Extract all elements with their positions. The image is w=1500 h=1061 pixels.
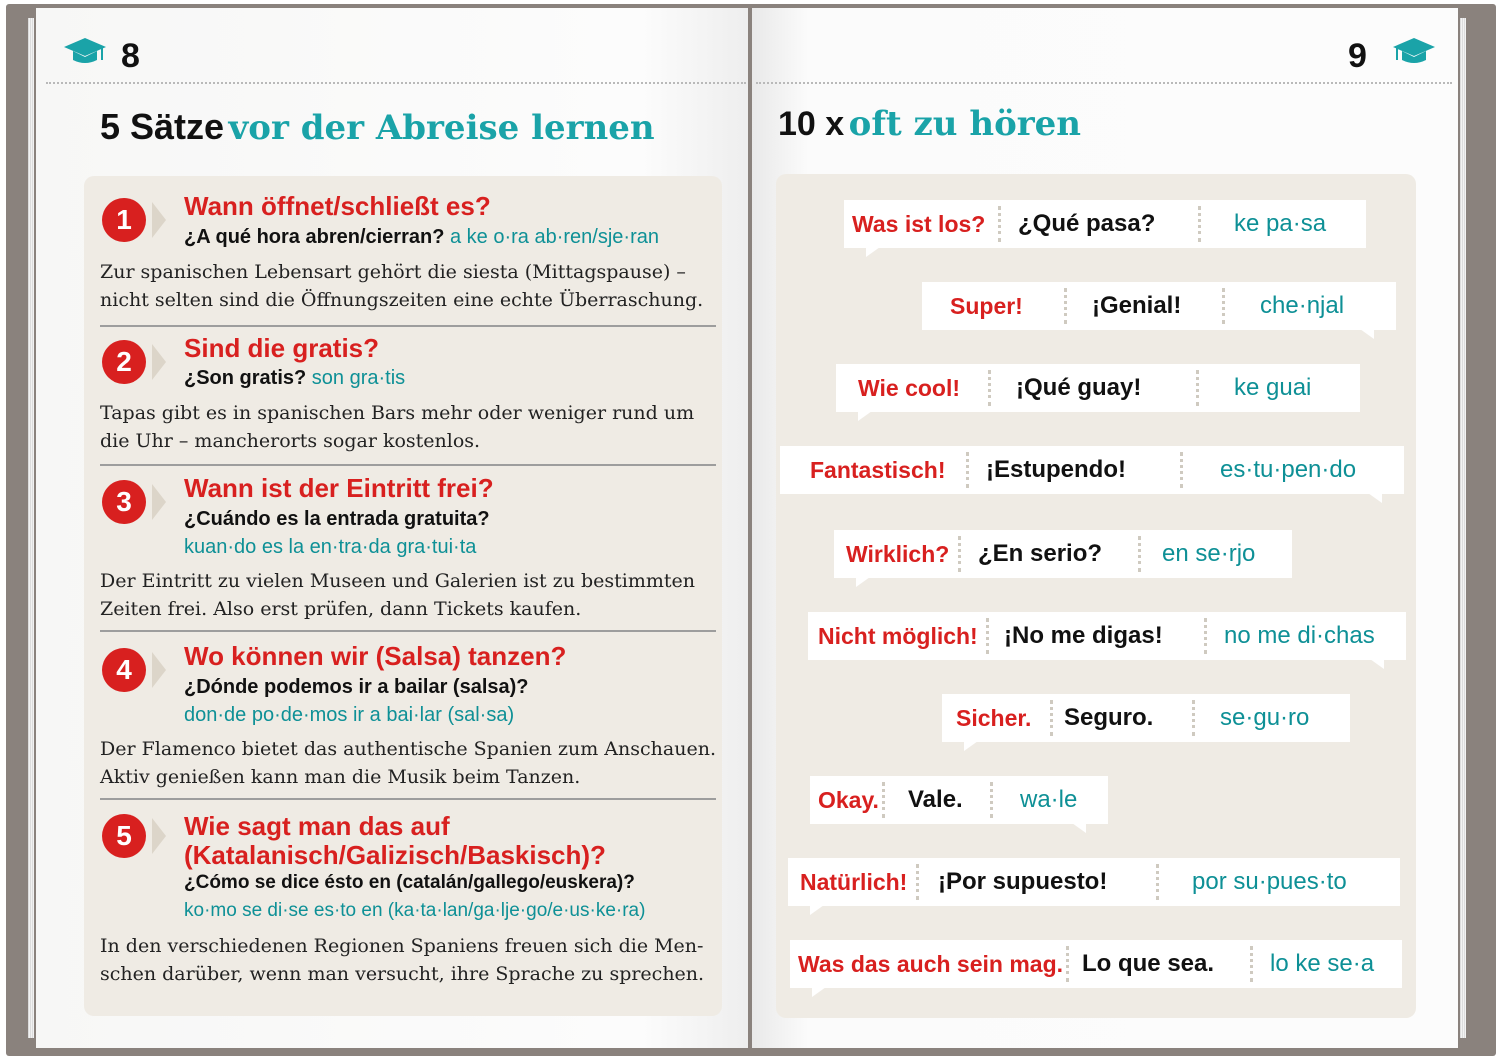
- phrase-pronunciation: no me di·chas: [1224, 622, 1375, 649]
- divider: [1156, 864, 1159, 900]
- description: [100, 258, 716, 314]
- divider: [990, 782, 993, 818]
- phrase-spanish: ¿Qué pasa?: [1018, 210, 1156, 237]
- question-german: Wie sagt man das auf (Katalanisch/Galizisch/Baskisch)?: [184, 811, 606, 870]
- divider: [1222, 288, 1225, 324]
- page-number-left: 8: [121, 37, 140, 75]
- page-title-left: [100, 106, 655, 148]
- phrase-spanish: ¿En serio?: [978, 540, 1103, 567]
- phrase-spanish: ¡Estupendo!: [986, 456, 1126, 483]
- divider: [1050, 700, 1053, 736]
- title-bold: 5 Sätze: [100, 106, 225, 147]
- description: [100, 735, 716, 791]
- description-line: Zur spanischen Lebensart gehört die siesta (Mittagspause) –: [100, 261, 686, 283]
- divider: [100, 464, 716, 466]
- tip-item: [100, 640, 716, 805]
- page-number-right: 9: [1348, 37, 1367, 75]
- phrase-german: Was ist los?: [852, 211, 986, 237]
- graduation-cap-icon: [1391, 36, 1437, 66]
- description-line: Aktiv genießen kann man die Musik beim Tanzen.: [100, 766, 581, 788]
- phrase-spanish: Seguro.: [1064, 704, 1154, 731]
- spanish-line: [184, 226, 659, 249]
- arrow-icon: [152, 344, 166, 380]
- pronunciation: son gra·tis: [311, 367, 406, 389]
- page-edge: [1460, 18, 1466, 1038]
- question-german: Wann ist der Eintritt frei?: [184, 473, 494, 503]
- tip-item: [100, 810, 716, 1000]
- divider: [1192, 700, 1195, 736]
- arrow-icon: [152, 818, 166, 854]
- divider: [1196, 370, 1199, 406]
- arrow-icon: [152, 652, 166, 688]
- phrase-pronunciation: ke guai: [1234, 374, 1312, 401]
- phrase-german: Fantastisch!: [810, 457, 946, 483]
- phrase-german: Natürlich!: [800, 869, 908, 895]
- description-line: In den verschiedenen Regionen Spaniens freuen sich die Men-: [100, 935, 704, 957]
- divider: [1180, 452, 1183, 488]
- phrase-spanish: Lo que sea.: [1082, 950, 1215, 977]
- question-german: Wo können wir (Salsa) tanzen?: [184, 641, 567, 671]
- number-badge: 3: [102, 480, 146, 524]
- divider: [882, 782, 885, 818]
- tip-item: [100, 472, 716, 637]
- divider: [1138, 536, 1141, 572]
- phrase-pronunciation: es·tu·pen·do: [1220, 456, 1357, 483]
- description-line: die Uhr – mancherorts sogar kostenlos.: [100, 430, 481, 452]
- description: [100, 399, 716, 455]
- divider: [100, 630, 716, 632]
- title-accent: oft zu hören: [848, 104, 1082, 144]
- divider: [916, 864, 919, 900]
- graduation-cap-icon: [62, 36, 108, 66]
- title-bold: 10 x: [778, 105, 845, 143]
- question-spanish: ¿Son gratis?: [184, 367, 307, 389]
- phrase-bubble: [942, 694, 1350, 742]
- arrow-icon: [152, 202, 166, 238]
- tip-item: [100, 190, 716, 330]
- question-spanish: ¿A qué hora abren/cierran?: [184, 226, 445, 248]
- divider: [998, 206, 1001, 242]
- phrase-spanish: ¡No me digas!: [1004, 622, 1163, 649]
- tip-item: [100, 332, 716, 472]
- phrase-bubble: [922, 282, 1396, 330]
- number-badge: 4: [102, 648, 146, 692]
- divider: [100, 325, 716, 327]
- number-badge: 1: [102, 198, 146, 242]
- phrase-bubble: [836, 364, 1360, 412]
- description: [100, 567, 716, 623]
- phrase-german: Wie cool!: [858, 375, 961, 401]
- divider: [1064, 288, 1067, 324]
- phrase-german: Super!: [950, 293, 1023, 319]
- phrase-bubble: [810, 776, 1108, 824]
- number-badge: 2: [102, 340, 146, 384]
- phrase-bubble: [780, 446, 1404, 494]
- phrase-pronunciation: ke pa·sa: [1234, 210, 1327, 237]
- divider: [1066, 946, 1069, 982]
- description-line: Der Flamenco bietet das authentische Spanien zum Anschauen.: [100, 738, 716, 760]
- pronunciation: kuan·do es la en·tra·da gra·tui·ta: [184, 536, 477, 558]
- arrow-icon: [152, 484, 166, 520]
- phrase-pronunciation: por su·pues·to: [1192, 868, 1347, 895]
- number-badge: 5: [102, 814, 146, 858]
- phrase-spanish: Vale.: [908, 786, 963, 813]
- phrase-german: Nicht möglich!: [818, 623, 978, 649]
- description-line: Zeiten frei. Also erst prüfen, dann Tickets kaufen.: [100, 598, 582, 620]
- phrase-spanish: ¡Genial!: [1092, 292, 1182, 319]
- divider: [958, 536, 961, 572]
- phrase-spanish: ¡Por supuesto!: [938, 868, 1108, 895]
- page-edge: [28, 18, 34, 1038]
- phrase-pronunciation: che·njal: [1260, 292, 1345, 319]
- question-german: Wann öffnet/schließt es?: [184, 191, 491, 221]
- header-divider: [46, 82, 746, 84]
- spanish-line: [184, 367, 405, 390]
- pronunciation: don·de po·de·mos ir a bai·lar (sal·sa): [184, 704, 515, 726]
- phrase-spanish: ¡Qué guay!: [1016, 374, 1142, 401]
- title-accent: vor der Abreise lernen: [228, 108, 655, 148]
- description: [100, 932, 716, 988]
- description-line: nicht selten sind die Öffnungszeiten eine echte Überraschung.: [100, 289, 704, 311]
- description-line: schen darüber, wenn man versucht, ihre Sprache zu sprechen.: [100, 963, 705, 985]
- description-line: Tapas gibt es in spanischen Bars mehr oder weniger rund um: [100, 402, 695, 424]
- phrase-pronunciation: wa·le: [1020, 786, 1078, 813]
- question-german: Sind die gratis?: [184, 333, 380, 363]
- question-spanish: ¿Cuándo es la entrada gratuita?: [184, 508, 490, 530]
- description-line: Der Eintritt zu vielen Museen und Galerien ist zu bestimmten: [100, 570, 696, 592]
- phrase-bubble: [788, 858, 1400, 906]
- phrase-german: Wirklich?: [846, 541, 950, 567]
- header-divider: [756, 82, 1452, 84]
- phrase-bubble: [834, 530, 1292, 578]
- divider: [988, 370, 991, 406]
- question-spanish: ¿Cómo se dice ésto en (catalán/gallego/euskera)?: [184, 872, 635, 893]
- phrase-bubble: [790, 940, 1402, 988]
- phrase-german: Okay.: [818, 787, 879, 813]
- phrase-bubble: [844, 200, 1366, 248]
- phrase-pronunciation: en se·rjo: [1162, 540, 1256, 567]
- phrase-german: Sicher.: [956, 705, 1032, 731]
- phrase-german: Was das auch sein mag.: [798, 951, 1064, 977]
- phrase-bubble: [808, 612, 1406, 660]
- phrase-pronunciation: se·gu·ro: [1220, 704, 1310, 731]
- divider: [1204, 618, 1207, 654]
- pronunciation: ko·mo se di·se es·to en (ka·ta·lan/ga·lje·go/e·us·ke·ra): [184, 900, 646, 921]
- question-spanish: ¿Dónde podemos ir a bailar (salsa)?: [184, 676, 529, 698]
- divider: [986, 618, 989, 654]
- divider: [100, 798, 716, 800]
- divider: [1250, 946, 1253, 982]
- pronunciation: a ke o·ra ab·ren/sje·ran: [450, 226, 659, 248]
- phrase-pronunciation: lo ke se·a: [1270, 950, 1375, 977]
- divider: [1198, 206, 1201, 242]
- page-title-right: [778, 104, 1081, 144]
- divider: [966, 452, 969, 488]
